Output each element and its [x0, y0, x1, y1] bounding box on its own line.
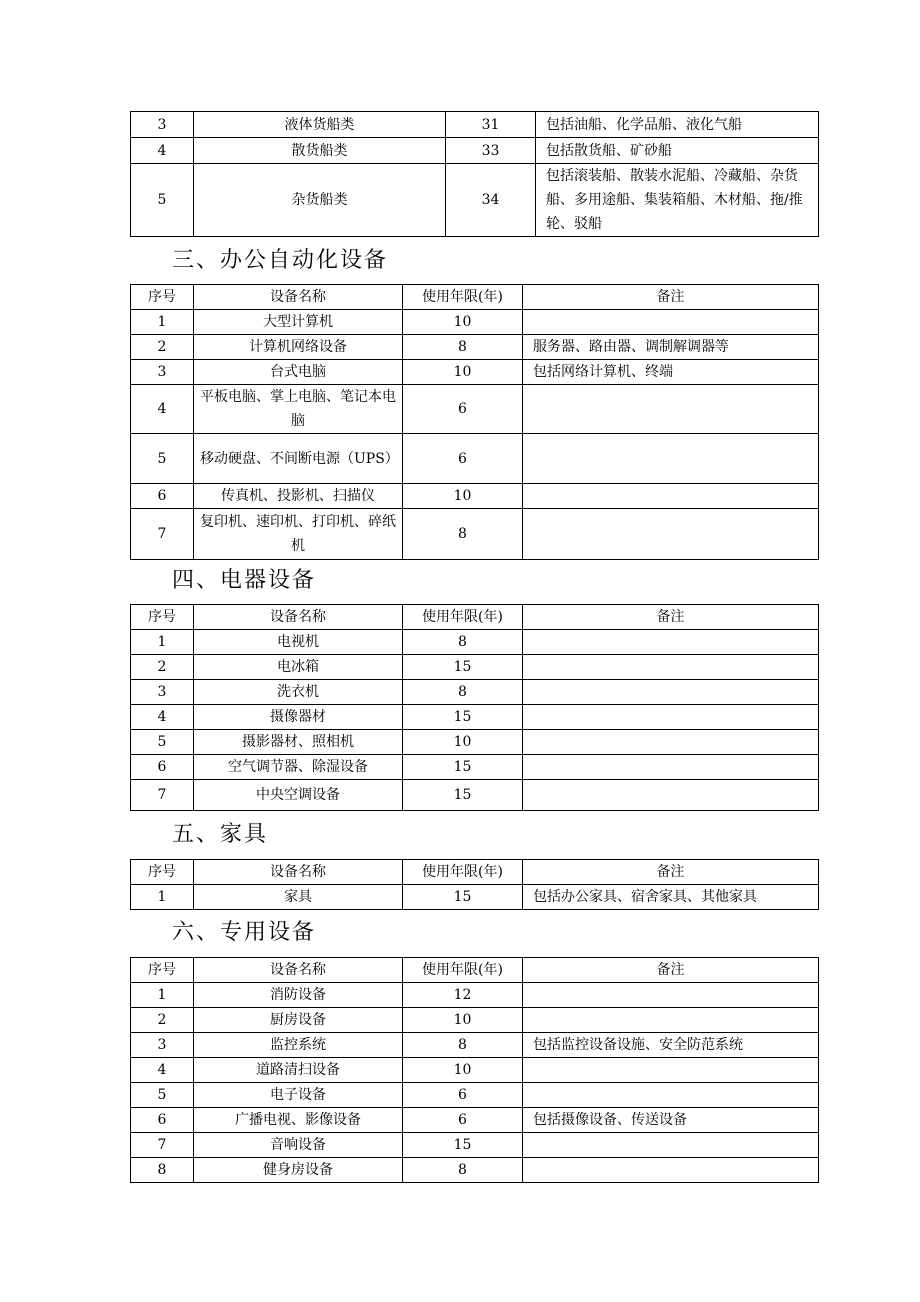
remark [523, 1158, 819, 1183]
equipment-name: 液体货船类 [194, 112, 446, 138]
header-cell: 使用年限(年) [403, 860, 523, 885]
row-number: 2 [131, 1008, 194, 1033]
table-row [131, 138, 819, 164]
table-row [131, 1108, 819, 1133]
remark: 服务器、路由器、调制解调器等 [523, 335, 819, 360]
equipment-name: 广播电视、影像设备 [194, 1108, 403, 1133]
row-number: 4 [131, 138, 194, 164]
equipment-name: 中央空调设备 [194, 780, 403, 811]
row-number: 6 [131, 1108, 194, 1133]
table-row [131, 1058, 819, 1083]
remark: 包括网络计算机、终端 [523, 360, 819, 385]
table-row [131, 1008, 819, 1033]
service-years: 6 [403, 434, 523, 484]
header-row [131, 285, 819, 310]
table-row [131, 360, 819, 385]
service-years: 8 [403, 335, 523, 360]
service-years: 10 [403, 730, 523, 755]
service-years: 6 [403, 1108, 523, 1133]
remark: 包括摄像设备、传送设备 [523, 1108, 819, 1133]
table-row [131, 1158, 819, 1183]
row-number: 6 [131, 755, 194, 780]
remark [523, 1058, 819, 1083]
row-number: 5 [131, 730, 194, 755]
equipment-name: 洗衣机 [194, 680, 403, 705]
equipment-name: 复印机、速印机、打印机、碎纸机 [194, 509, 403, 560]
service-years: 10 [403, 1058, 523, 1083]
office-automation-table [130, 284, 819, 560]
service-years: 31 [446, 112, 536, 138]
remark [523, 705, 819, 730]
row-number: 5 [131, 1083, 194, 1108]
section-heading-furniture: 五、家具 [172, 822, 269, 847]
equipment-name: 厨房设备 [194, 1008, 403, 1033]
table-row [131, 484, 819, 509]
row-number: 6 [131, 484, 194, 509]
row-number: 7 [131, 509, 194, 560]
header-cell: 设备名称 [194, 958, 403, 983]
remark [523, 310, 819, 335]
section-heading-special-equipment: 六、专用设备 [172, 920, 317, 945]
table-row [131, 780, 819, 811]
service-years: 8 [403, 1033, 523, 1058]
equipment-name: 道路清扫设备 [194, 1058, 403, 1083]
equipment-name: 平板电脑、掌上电脑、笔记本电脑 [194, 385, 403, 434]
header-cell: 备注 [523, 860, 819, 885]
equipment-name: 台式电脑 [194, 360, 403, 385]
vessel-table [130, 111, 819, 237]
header-cell: 备注 [523, 285, 819, 310]
row-number: 1 [131, 983, 194, 1008]
header-cell: 使用年限(年) [403, 285, 523, 310]
equipment-name: 摄像器材 [194, 705, 403, 730]
remark [523, 630, 819, 655]
row-number: 3 [131, 360, 194, 385]
service-years: 10 [403, 310, 523, 335]
equipment-name: 散货船类 [194, 138, 446, 164]
header-cell: 设备名称 [194, 860, 403, 885]
remark [523, 983, 819, 1008]
row-number: 7 [131, 1133, 194, 1158]
row-number: 1 [131, 885, 194, 910]
row-number: 8 [131, 1158, 194, 1183]
header-cell: 备注 [523, 605, 819, 630]
table-row [131, 1133, 819, 1158]
remark [523, 780, 819, 811]
service-years: 33 [446, 138, 536, 164]
special-equipment-table [130, 957, 819, 1183]
table-row [131, 630, 819, 655]
section-heading-electrical: 四、电器设备 [172, 568, 317, 593]
equipment-name: 监控系统 [194, 1033, 403, 1058]
service-years: 34 [446, 164, 536, 237]
row-number: 2 [131, 335, 194, 360]
service-years: 15 [403, 705, 523, 730]
remark [523, 755, 819, 780]
row-number: 4 [131, 1058, 194, 1083]
service-years: 8 [403, 680, 523, 705]
row-number: 1 [131, 310, 194, 335]
service-years: 12 [403, 983, 523, 1008]
service-years: 10 [403, 360, 523, 385]
table-row [131, 1033, 819, 1058]
table-row [131, 1083, 819, 1108]
table-row [131, 655, 819, 680]
equipment-name: 消防设备 [194, 983, 403, 1008]
table-row [131, 385, 819, 434]
equipment-name: 电子设备 [194, 1083, 403, 1108]
table-row [131, 680, 819, 705]
header-cell: 设备名称 [194, 285, 403, 310]
service-years: 6 [403, 385, 523, 434]
header-cell: 设备名称 [194, 605, 403, 630]
remark: 包括散货船、矿砂船 [536, 138, 819, 164]
header-cell: 使用年限(年) [403, 958, 523, 983]
service-years: 10 [403, 1008, 523, 1033]
header-cell: 备注 [523, 958, 819, 983]
remark: 包括滚装船、散装水泥船、冷藏船、杂货船、多用途船、集装箱船、木材船、拖/推轮、驳船 [536, 164, 819, 237]
furniture-table [130, 859, 819, 910]
remark [523, 655, 819, 680]
service-years: 8 [403, 509, 523, 560]
remark [523, 385, 819, 434]
table-row [131, 310, 819, 335]
remark [523, 484, 819, 509]
equipment-name: 健身房设备 [194, 1158, 403, 1183]
service-years: 15 [403, 885, 523, 910]
remark [523, 434, 819, 484]
row-number: 4 [131, 385, 194, 434]
service-years: 6 [403, 1083, 523, 1108]
table-row [131, 164, 819, 237]
remark [523, 1133, 819, 1158]
header-cell: 序号 [131, 605, 194, 630]
remark [523, 1008, 819, 1033]
equipment-name: 计算机网络设备 [194, 335, 403, 360]
row-number: 3 [131, 112, 194, 138]
section-heading-office-automation: 三、办公自动化设备 [172, 248, 389, 273]
equipment-name: 移动硬盘、不间断电源（UPS） [194, 434, 403, 484]
equipment-name: 电视机 [194, 630, 403, 655]
equipment-name: 家具 [194, 885, 403, 910]
header-row [131, 860, 819, 885]
table-row [131, 509, 819, 560]
row-number: 3 [131, 680, 194, 705]
equipment-name: 音响设备 [194, 1133, 403, 1158]
equipment-name: 电冰箱 [194, 655, 403, 680]
equipment-name: 传真机、投影机、扫描仪 [194, 484, 403, 509]
header-row [131, 958, 819, 983]
service-years: 15 [403, 780, 523, 811]
row-number: 1 [131, 630, 194, 655]
service-years: 8 [403, 630, 523, 655]
row-number: 5 [131, 164, 194, 237]
row-number: 4 [131, 705, 194, 730]
table-row [131, 983, 819, 1008]
table-row [131, 730, 819, 755]
row-number: 3 [131, 1033, 194, 1058]
remark: 包括监控设备设施、安全防范系统 [523, 1033, 819, 1058]
header-cell: 序号 [131, 285, 194, 310]
electrical-table [130, 604, 819, 811]
service-years: 15 [403, 1133, 523, 1158]
equipment-name: 杂货船类 [194, 164, 446, 237]
table-row [131, 755, 819, 780]
table-row [131, 335, 819, 360]
remark [523, 680, 819, 705]
remark [523, 1083, 819, 1108]
row-number: 5 [131, 434, 194, 484]
table-row [131, 705, 819, 730]
remark: 包括办公家具、宿舍家具、其他家具 [523, 885, 819, 910]
header-row [131, 605, 819, 630]
remark [523, 509, 819, 560]
header-cell: 序号 [131, 860, 194, 885]
service-years: 10 [403, 484, 523, 509]
equipment-name: 大型计算机 [194, 310, 403, 335]
table-row [131, 434, 819, 484]
service-years: 15 [403, 655, 523, 680]
remark: 包括油船、化学品船、液化气船 [536, 112, 819, 138]
service-years: 8 [403, 1158, 523, 1183]
remark [523, 730, 819, 755]
row-number: 7 [131, 780, 194, 811]
equipment-name: 空气调节器、除湿设备 [194, 755, 403, 780]
service-years: 15 [403, 755, 523, 780]
row-number: 2 [131, 655, 194, 680]
table-row [131, 112, 819, 138]
header-cell: 使用年限(年) [403, 605, 523, 630]
header-cell: 序号 [131, 958, 194, 983]
table-row [131, 885, 819, 910]
equipment-name: 摄影器材、照相机 [194, 730, 403, 755]
